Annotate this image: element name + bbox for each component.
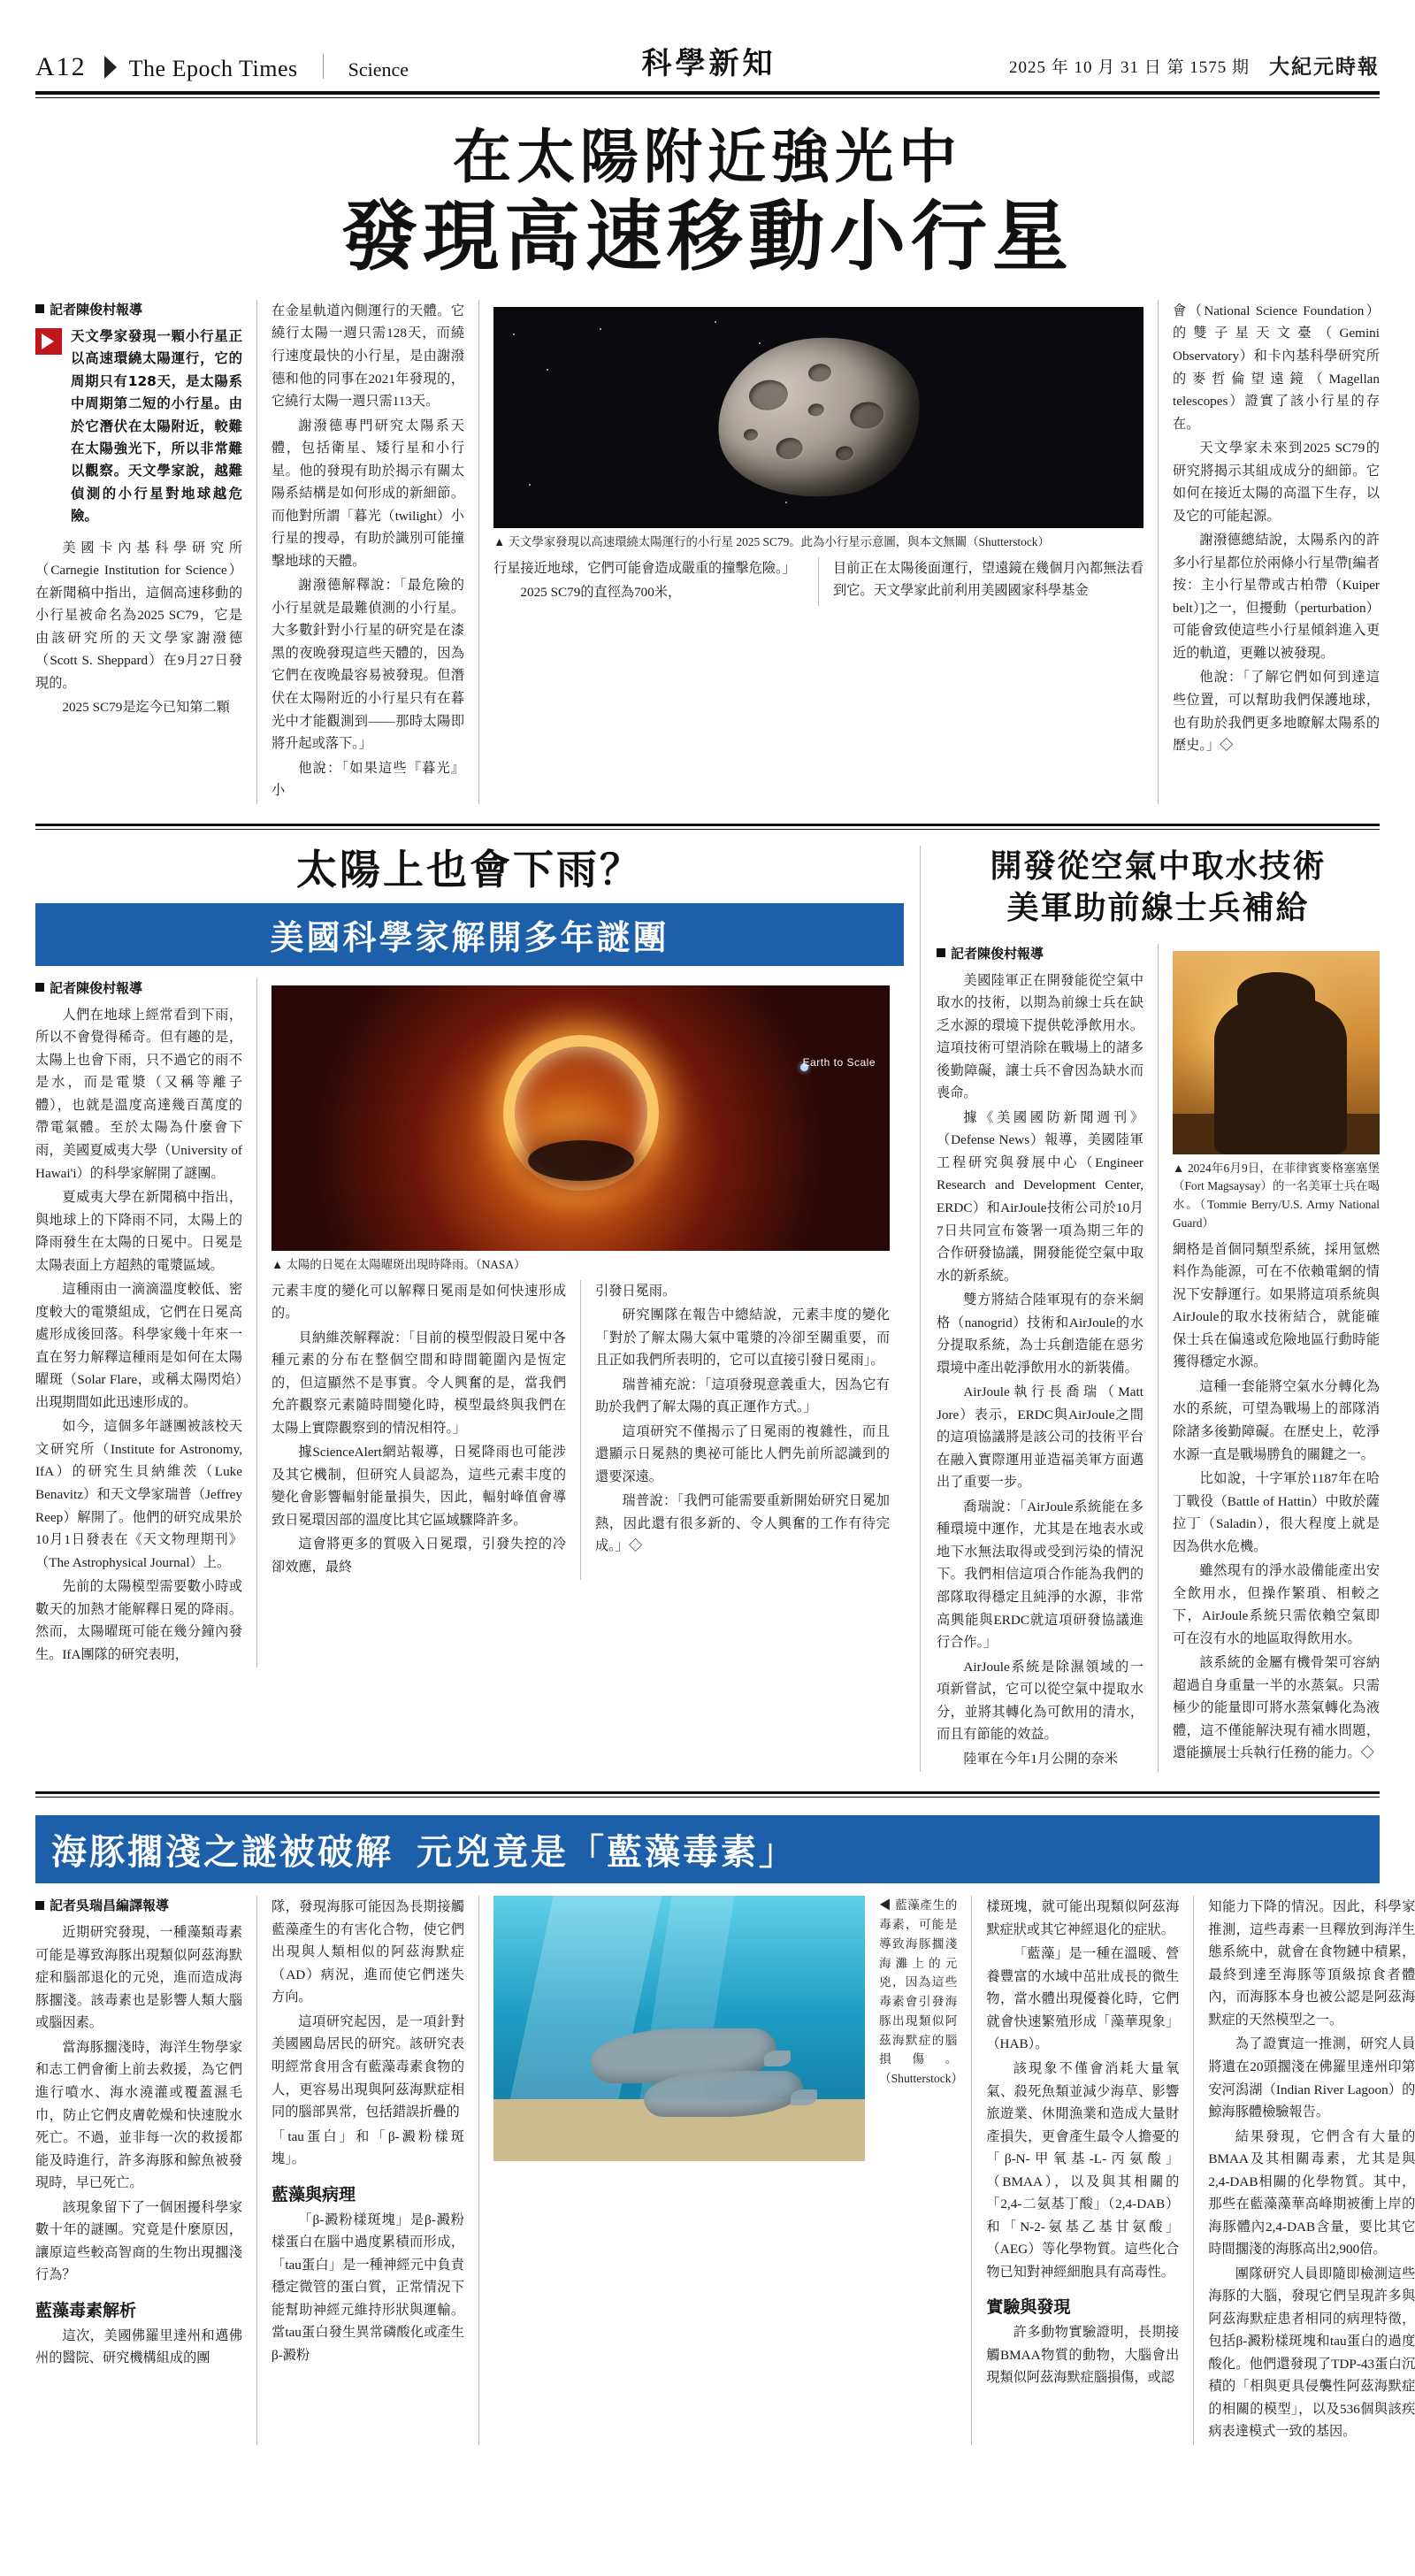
paragraph: 該現象留下了一個困擾科學家數十年的謎團。究竟是什麼原因，讓原這些較高智商的生物出現擱淺行為？ bbox=[35, 2199, 242, 2283]
sun-image bbox=[272, 985, 890, 1251]
article2 bbox=[35, 846, 920, 1773]
paragraph: 據ScienceAlert網站報導，日冕降雨也可能涉及其它機制，但研究人員認為，這些元素丰度的變化會影響輻射能量損失，因此，輻射峰值會導致日冕環因部的溫度比其它區域驟降許多。 bbox=[272, 1445, 566, 1528]
paragraph: 為了證實這一推測，研究人員將遺在20頭擱淺在佛羅里達州印第安河潟湖（Indian River Lagoon）的鯨海豚體檢驗報告。 bbox=[1208, 2036, 1415, 2120]
asteroid-illustration bbox=[493, 307, 1143, 528]
article4-byline bbox=[35, 1896, 242, 1914]
paragraph: 據《美國國防新聞週刊》（Defense News）報導，美國陸軍工程研究與發展中心（Engineer Research and Development Center, ERDC）和AirJoule技術公司於10月7日共同宣布簽署一項為期三年的合作研發協議，開發能從空氣中取水的新系統。 bbox=[937, 1109, 1143, 1284]
sunspot bbox=[528, 1140, 634, 1181]
paragraph: 會（National Science Foundation）的雙子星天文臺（Gemini Observatory）和卡內基科學研究所的麥哲倫望遠鏡（Magellan telescopes）證實了該小行星的存在。 bbox=[1173, 303, 1380, 432]
paragraph: 人們在地球上經常看到下雨，所以不會覺得稀奇。但有趣的是，太陽上也會下雨，只不過它的雨不是水，而是電漿（又稱等離子體），也就是溫度高達幾百萬度的帶電氣體。至於太陽為什麼會下雨，美國夏威夷大學（University of Hawai'i）的科學家解開了謎團。 bbox=[35, 1007, 242, 1181]
masthead-rule bbox=[35, 91, 1380, 95]
article2-headline-bar: 美國科學家解開多年謎團 bbox=[35, 903, 904, 966]
article1-headline bbox=[0, 98, 1415, 280]
article3-col1 bbox=[937, 944, 1158, 1773]
article1-col1 bbox=[35, 300, 256, 804]
article1-byline bbox=[35, 300, 242, 318]
article4-figure-col bbox=[479, 1896, 971, 2445]
paragraph: 該系統的金屬有機骨架可容納超過自身重量一半的水蒸氣。只需極少的能量即可將水蒸氣轉化為液體，這不僅能解決現有補水問題，還能擴展士兵執行任務的能力。◇ bbox=[1173, 1655, 1380, 1761]
paragraph: 先前的太陽模型需要數小時或數天的加熱才能解釋日冕的降雨。然而，太陽曜斑可能在幾分鐘內發生。IfA團隊的研究表明， bbox=[35, 1579, 242, 1662]
paragraph: 謝潑德解釋說：「最危險的小行星就是最難偵測的小行星。大多數針對小行星的研究是在漆黑的夜晚發現這些天體的，因為它們在夜晚最容易被發現。但潛伏在太陽附近的小行星只有在暮光中才能觀測到——那時太陽即將升起或落下。」 bbox=[272, 578, 464, 752]
byline-text: 記者陳俊村報導 bbox=[50, 979, 143, 996]
article3 bbox=[921, 846, 1380, 1773]
article4-figure-caption: ◀ 藍藻產生的毒素，可能是導致海豚擱淺海灘上的元兇，因為這些毒素會引發海豚出現類似阿茲海默症的腦損傷。（Shutterstock） bbox=[879, 1898, 964, 2085]
article1-figure-caption: ▲ 天文學家發現以高速環繞太陽運行的小行星 2025 SC79。此為小行星示意圖，與本文無關（Shutterstock） bbox=[493, 534, 1050, 548]
section-divider bbox=[35, 1791, 1380, 1794]
issue-date: 2025 年 10 月 31 日 第 1575 期 bbox=[1008, 58, 1250, 77]
article3-col2 bbox=[1159, 944, 1380, 1773]
paragraph: 比如說，十字軍於1187年在哈丁戰役（Battle of Hattin）中敗於薩拉丁（Saladin），很大程度上就是因為供水危機。 bbox=[1173, 1471, 1380, 1554]
paragraph: 行星接近地球，它們可能會造成嚴重的撞擊危險。」 bbox=[493, 560, 796, 576]
earth-to-scale-label: Earth to Scale bbox=[802, 1055, 876, 1069]
arrow-right-icon bbox=[35, 328, 62, 355]
article4-headline-bar bbox=[35, 1815, 1380, 1883]
article3-figure-caption: ▲ 2024年6月9日，在菲律賓麥格塞塞堡（Fort Magsaysay）的一名美軍士兵在喝水。（Tommie Berry/U.S. Army National Guard） bbox=[1173, 1161, 1380, 1230]
paragraph: 近期研究發現，一種藻類毒素可能是導致海豚出現類似阿茲海默症和腦部退化的元兇，進而造成海豚擱淺。該毒素也是影響人類大腦或腦因素。 bbox=[35, 1925, 242, 2031]
paragraph: 喬瑞說：「AirJoule系統能在多種環境中運作，尤其是在地表水或地下水無法取得或受到污染的情況下。我們相信這項合作能為我們的部隊取得穩定且純淨的水源，非常高興能與ERDC就這項研發協議進行合作。」 bbox=[937, 1499, 1143, 1651]
soldier-photo bbox=[1173, 951, 1380, 1154]
paragraph: 貝納維茨解釋說：「目前的模型假設日冕中各種元素的分布在整個空間和時間範圍內是恆定的，但這顯然不是事實。令人興奮的是，當我們允許觀察元素隨時間變化時，模型最終與我們在太陽上實際觀察到的情況相符。」 bbox=[272, 1330, 566, 1436]
byline-text: 記者陳俊村報導 bbox=[50, 301, 143, 318]
article1-col3 bbox=[479, 300, 1158, 804]
byline-text: 記者陳俊村報導 bbox=[951, 945, 1044, 962]
article2-figure-caption: ▲ 太陽的日冕在太陽曜斑出現時降雨。（NASA） bbox=[272, 1257, 526, 1271]
paragraph: 他說：「了解它們如何到達這些位置，可以幫助我們保護地球，也有助於我們更多地瞭解太陽系的歷史。」◇ bbox=[1173, 670, 1380, 754]
article3-figure bbox=[1173, 951, 1380, 1233]
section-name-en: Science bbox=[348, 58, 409, 80]
paragraph: 樣斑塊，就可能出現類似阿茲海默症狀或其它神經退化的症狀。 bbox=[986, 1899, 1180, 1937]
paragraph: 這項研究起因，是一項針對美國國島居民的研究。該研究表明經常食用含有藍藻毒素食物的人，更容易出現與阿茲海默症相同的腦部異常，包括錯誤折疊的 bbox=[272, 2013, 464, 2120]
paragraph: 雖然現有的淨水設備能產出安全飲用水，但操作繁瑣、相較之下，AirJoule系統只需依賴空氣即可在沒有水的地區取得飲用水。 bbox=[1173, 1563, 1380, 1646]
paragraph: 謝潑德總結說，太陽系內的許多小行星都位於兩條小行星帶[編者按：主小行星帶或古柏帶（Kuiper belt）]之一，但擾動（perturbation）可能會致使這些小行星傾斜進入更近的軌道，更難以被發現。 bbox=[1173, 533, 1380, 661]
article1-headline-line2: 發現高速移動小行星 bbox=[341, 192, 1074, 281]
masthead-right bbox=[1009, 50, 1380, 80]
article4-col4 bbox=[1194, 1896, 1415, 2445]
article3-byline bbox=[937, 944, 1143, 962]
article2-figure-col bbox=[257, 978, 904, 1668]
bullet-square-icon bbox=[937, 948, 945, 957]
byline-text: 記者吳瑞昌編譯報導 bbox=[50, 1898, 170, 1914]
section-divider-thin bbox=[35, 1797, 1380, 1798]
paragraph: 陸軍在今年1月公開的奈米 bbox=[963, 1751, 1119, 1767]
section-divider bbox=[35, 824, 1380, 826]
paragraph: 「β-澱粉樣斑塊」是β-澱粉樣蛋白在腦中過度累積而形成，「tau蛋白」是一種神經元中負責穩定微管的蛋白質，正常情況下能幫助神經元維持形狀與運輸。當tau蛋白發生異常磷酸化或產生β-澱粉 bbox=[272, 2212, 464, 2363]
article4 bbox=[0, 1815, 1415, 2445]
bullet-square-icon bbox=[35, 983, 44, 992]
paper-name: The Epoch Times bbox=[128, 56, 298, 81]
article1-lead bbox=[35, 326, 242, 528]
paragraph: 研究團隊在報告中總結說，元素丰度的變化「對於了解太陽大氣中電漿的冷卻至關重要，而且正如我們所表明的，它可以直接引發日冕雨」。 bbox=[595, 1307, 890, 1368]
paragraph: 這項研究不僅揭示了日冕雨的複雜性，而且還顯示日冕熱的奧祕可能比人們先前所認識到的還要深遠。 bbox=[595, 1423, 890, 1484]
paragraph: 瑞普說：「我們可能需要重新開始研究日冕加熱，因此還有很多新的、令人興奮的工作有待完成。」◇ bbox=[595, 1493, 890, 1554]
section-divider-thin bbox=[35, 829, 1380, 830]
paragraph: 元素丰度的變化可以解釋日冕雨是如何快速形成的。 bbox=[272, 1283, 566, 1322]
article4-col2 bbox=[257, 1896, 478, 2445]
paragraph: 這種雨由一滴滴溫度較低、密度較大的電漿組成，它們在日冕高處形成後回落。科學家幾十年來一直在努力解釋這種雨是如何在太陽曜斑（Solar Flare，或稱太陽閃焰）出現期間如此迅速形成的。 bbox=[35, 1282, 242, 1410]
article1-col2 bbox=[257, 300, 478, 804]
paragraph: 這次，美國佛羅里達州和邁佛州的醫院、研究機構組成的團 bbox=[35, 2327, 242, 2366]
paragraph: 2025 SC79是迄今已知第二顆 bbox=[62, 700, 230, 716]
paragraph: 知能力下降的情況。因此，科學家推測，這些毒素一旦釋放到海洋生態系統中，就會在食物鏈中積累，最終到達至海豚等頂級掠食者體內，而海豚本身也被公認是阿茲海默症的天然模型之一。 bbox=[1208, 1899, 1415, 2028]
dolphin-photo bbox=[493, 1896, 865, 2161]
article4-headline-part2: 元兇竟是「藍藻毒素」 bbox=[417, 1832, 797, 1874]
masthead bbox=[0, 0, 1415, 86]
paragraph: 目前正在太陽後面運行，望遠鏡在幾個月內都無法看到它。天文學家此前利用美國國家科學基金 bbox=[833, 560, 1143, 599]
paragraph: 這種一套能將空氣水分轉化為水的系統，可望為戰場上的部隊消除諸多後勤障礙。在歷史上，乾淨水源一直是戰場勝負的關鍵之一。 bbox=[1173, 1378, 1380, 1462]
paragraph: 這會將更多的質吸入日冕環，引發失控的冷卻效應，最終 bbox=[272, 1537, 566, 1575]
paragraph: 在金星軌道內側運行的天體。它繞行太陽一週只需128天，而繞行速度最快的小行星，是由謝潑德和他的同事在2021年發現的，它繞行太陽一週只需113天。 bbox=[272, 303, 464, 410]
paragraph: 天文學家未來到2025 SC79的研究將揭示其組成成分的細節。它如何在接近太陽的高溫下生存，以及它的可能起源。 bbox=[1173, 441, 1380, 524]
article2-col1 bbox=[35, 978, 256, 1668]
article3-headline-line1: 開發從空氣中取水技術 bbox=[990, 847, 1327, 885]
publication-logo: 大紀元時報 bbox=[1268, 56, 1380, 79]
paragraph: 美國陸軍正在開發能從空氣中取水的技術，以期為前線士兵在缺乏水源的環境下提供乾淨飲用水。這項技術可望消除在戰場上的諸多後勤障礙，讓士兵不會因為缺水而喪命。 bbox=[937, 972, 1143, 1101]
paragraph: 該現象不僅會消耗大量氧氣、殺死魚類並減少海草、影響旅遊業、休閒漁業和造成大量財產損失，更會產生最令人擔憂的「β-N-甲氧基-L-丙氨酸」（BMAA），以及與其相關的「2,4-二氨基丁酸」（2,4-DAB）和「N-2-氨基乙基甘氨酸」（AEG）等化學物質。這些化合物已知對神經細胞具有高毒性。 bbox=[986, 2060, 1180, 2280]
paragraph: 他說：「如果這些『暮光』小 bbox=[272, 760, 464, 799]
article1-headline-line1: 在太陽附近強光中 bbox=[453, 123, 962, 191]
article1-col4 bbox=[1159, 300, 1380, 804]
paragraph: 2025 SC79的直徑為700米， bbox=[520, 585, 682, 601]
paragraph: 結果發現，它們含有大量的BMAA及其相關毒素，尤其是與2,4-DAB相關的化學物質。其中，那些在藍藻藻華高峰期被衝上岸的海豚體內2,4-DAB含量，要比其它時間擱淺的海豚高出2,900倍。 bbox=[1208, 2128, 1415, 2258]
article4-headline-part1: 海豚擱淺之謎被破解 bbox=[51, 1832, 394, 1874]
article4-figure bbox=[493, 1896, 865, 2161]
article1-columns bbox=[0, 280, 1415, 804]
section-name-cn: 科學新知 bbox=[641, 46, 776, 81]
paragraph: 隊，發現海豚可能因為長期接觸藍藻產生的有害化合物，使它們出現與人類相似的阿茲海默症（AD）病況，進而使它們迷失方向。 bbox=[272, 1899, 464, 2005]
article1-figure bbox=[493, 307, 1143, 552]
paragraph: 夏威夷大學在新聞稿中指出，與地球上的下降雨不同，太陽上的降雨發生在太陽的日冕中。日冕是太陽表面上方超熱的電漿區域。 bbox=[35, 1190, 242, 1273]
paragraph: 謝潑德專門研究太陽系天體，包括衛星、矮行星和小行星。他的發現有助於揭示有關太陽系結構是如何形成的新細節。而他對所謂「暮光（twilight）小行星的搜尋，有助於識別可能撞擊地球的天體。 bbox=[272, 418, 464, 569]
bullet-square-icon bbox=[35, 1901, 44, 1910]
bullet-square-icon bbox=[35, 304, 44, 313]
article2-byline bbox=[35, 978, 242, 997]
paragraph: 美國卡內基科學研究所（Carnegie Institution for Science）在新聞稿中指出，這個高速移動的小行星被命名為2025 SC79，它是由該研究所的天文學家謝潑德（Scott S. Sheppard）在9月27日發現的。 bbox=[35, 540, 242, 691]
paragraph: AirJoule系統是除濕領域的一項新嘗試，它可以從空氣中提取水分，並將其轉化為可飲用的清水，而且有節能的效益。 bbox=[937, 1659, 1143, 1743]
article4-subheading-1: 藍藻毒素解析 bbox=[35, 2300, 137, 2320]
asteroid-body bbox=[707, 325, 930, 510]
article2-headline: 太陽上也會下雨？ bbox=[296, 845, 643, 893]
chevron-right-icon bbox=[104, 56, 117, 79]
paragraph: 如今，這個多年謎團被該校天文研究所（Institute for Astronomy, IfA）的研究生貝納維茨（Luke Benavitz）和天文學家瑞普（Jeffrey Reep）解開了。他們的研究成果於10月1日發表在《天文物理期刊》（The Astrophysical Journal）上。 bbox=[35, 1419, 242, 1570]
divider bbox=[323, 54, 324, 79]
masthead-left bbox=[35, 54, 409, 80]
paragraph: 瑞普補充說：「這項發現意義重大，因為它有助於我們了解太陽的真正運作方式。」 bbox=[595, 1376, 890, 1415]
paragraph: 當海豚擱淺時，海洋生物學家和志工們會衝上前去救援，為它們進行噴水、海水澆灌或覆蓋濕毛巾，防止它們皮膚乾燥和快速脫水死亡。不過，並非每一次的救援都能及時進行，許多海豚和鯨魚被發現時，早已死亡。 bbox=[35, 2039, 242, 2191]
paragraph: 團隊研究人員即隨即檢測這些海豚的大腦，發現它們呈現許多與阿茲海默症患者相同的病理特徵，包括β-澱粉樣斑塊和tau蛋白的過度酸化。他們還發現了TDP-43蛋白沉積的「相與更具侵襲性阿茲海默症的相關的模型」，以及536個與該疾病表達模式一致的基因。 bbox=[1208, 2266, 1415, 2440]
paragraph: 雙方將結合陸軍現有的奈米網格（nanogrid）技術和AirJoule的水分提取系統，為士兵創造能在惡劣環境中產出乾淨飲用水的新裝備。 bbox=[937, 1292, 1143, 1376]
article4-subheading-3: 實驗與發現 bbox=[986, 2297, 1071, 2318]
paragraph: AirJoule執行長喬瑞（Matt Jore）表示，ERDC與AirJoule之間的這項協議將是該公司的技術平台在融入實際運用並造福美軍方面邁出了重要一步。 bbox=[937, 1384, 1143, 1491]
paragraph: 引發日冕雨。 bbox=[595, 1283, 677, 1299]
article3-headline-line2: 美軍助前線士兵補給 bbox=[1006, 890, 1310, 927]
page-number: A12 bbox=[35, 52, 87, 81]
article4-col1 bbox=[35, 1896, 256, 2445]
paragraph: 網格是首個同類型系統，採用氫燃料作為能源，可在不依賴電網的情況下安靜運行。如果將這項系統與AirJoule的取水技術結合，就能確保士兵在偏遠或危險地區行動時能獲得穩定水源。 bbox=[1173, 1241, 1380, 1370]
article4-subheading-2: 藍藻與病理 bbox=[272, 2184, 356, 2204]
article4-col3 bbox=[972, 1896, 1193, 2445]
paragraph: 「tau蛋白」和「β-澱粉樣斑塊」。 bbox=[272, 2128, 464, 2167]
paragraph: 「藍藻」是一種在溫暖、營養豐富的水域中茁壯成長的微生物，當水體出現優養化時，它們就會快速繁殖形成「藻華現象」（HAB）。 bbox=[986, 1946, 1180, 2052]
paragraph: 許多動物實驗證明，長期接觸BMAA物質的動物，大腦會出現類似阿茲海默症腦損傷，或認 bbox=[986, 2325, 1180, 2386]
lead-paragraph: 天文學家發現一顆小行星正以高速環繞太陽運行，它的周期只有128天，是太陽系中周期第二短的小行星。由於它潛伏在太陽附近，較難在太陽強光下，所以非常難以觀察。天文學家說，越難偵測的小行星對地球越危險。 bbox=[71, 327, 242, 525]
article2-figure bbox=[272, 985, 890, 1275]
middle-section bbox=[0, 846, 1415, 1773]
